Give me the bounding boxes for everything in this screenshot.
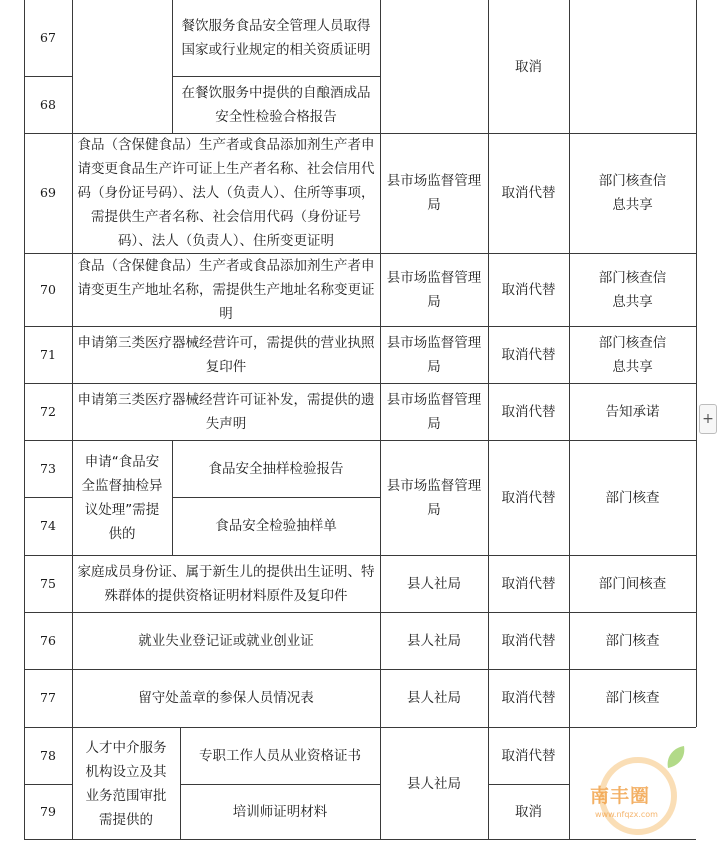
dept-cell: 县人社局: [407, 575, 461, 592]
item-cell: 留守处盖章的参保人员情况表: [138, 690, 314, 706]
alt-cell: 部门核查信息共享: [598, 334, 667, 375]
method-cell: 取消代替: [501, 489, 556, 506]
alt-cell: 部门间核查: [598, 575, 667, 592]
dept-cell: 县市场监督管理局: [386, 477, 482, 518]
dept-cell: 县人社局: [407, 690, 461, 706]
alt-cell: 告知承诺: [605, 403, 660, 420]
dept-cell: 县人社局: [407, 632, 461, 649]
item-cell: 食品安全抽样检验报告: [208, 460, 344, 477]
alt-cell: 部门核查信息共享: [598, 269, 667, 310]
method-cell: 取消代替: [501, 403, 556, 420]
alt-cell: 部门核查信息共享: [598, 173, 667, 213]
dept-cell: 县市场监督管理局: [386, 269, 482, 310]
item-cell: 专职工作人员从业资格证书: [199, 747, 361, 764]
item-cell: 培训师证明材料: [232, 804, 328, 820]
watermark-url: www.nfqzx.com: [595, 810, 658, 819]
row-number: 72: [40, 403, 56, 419]
method-cell: 取消代替: [501, 346, 556, 363]
method-cell: 取消代替: [501, 632, 556, 649]
method-cell: 取消: [515, 804, 542, 820]
method-cell: 取消代替: [501, 690, 556, 706]
method-cell: 取消: [515, 58, 542, 75]
alt-cell: 部门核查: [605, 632, 660, 649]
row-number: 68: [40, 96, 56, 112]
row-number: 75: [40, 575, 56, 591]
item-cell: 就业失业登记证或就业创业证: [138, 632, 314, 649]
row-number: 73: [40, 460, 56, 476]
row-number: 69: [40, 185, 56, 200]
dept-cell: 县市场监督管理局: [386, 334, 482, 375]
item-cell: 食品（含保健食品）生产者或食品添加剂生产者申请变更食品生产许可证上生产者名称、社会信用代码（身份证号码）、法人（负责人）、住所等事项，需提供生产者名称、社会信用代码（身份证号码）、法人（负责人）、住所变更证明: [77, 137, 375, 249]
dept-cell: 县市场监督管理局: [386, 391, 482, 432]
alt-cell: 部门核查: [605, 489, 660, 506]
dept-cell: 县市场监督管理局: [386, 173, 482, 213]
method-cell: 取消代替: [501, 185, 556, 201]
row-number: 78: [40, 747, 56, 763]
dept-cell: 县人社局: [407, 775, 461, 792]
method-cell: 取消代替: [501, 575, 556, 592]
group-parent-cell: 申请“食品安全监督抽检异议处理”需提供的: [81, 453, 163, 542]
row-number: 79: [40, 804, 56, 819]
watermark-text: 南丰圈: [590, 785, 651, 807]
expand-button[interactable]: +: [699, 404, 717, 434]
item-cell: 食品（含保健食品）生产者或食品添加剂生产者申请变更生产地址名称，需提供生产地址名称变更证明: [77, 257, 375, 322]
item-cell: 食品安全检验抽样单: [215, 518, 337, 534]
alt-cell: 部门核查: [605, 690, 660, 706]
item-cell: 餐饮服务食品安全管理人员取得国家或行业规定的相关资质证明: [181, 18, 371, 58]
item-cell: 申请第三类医疗器械经营许可证补发，需提供的遗失声明: [77, 391, 375, 432]
method-cell: 取消代替: [501, 747, 556, 764]
method-cell: 取消代替: [501, 281, 556, 298]
row-number: 76: [40, 632, 56, 648]
row-number: 77: [40, 690, 56, 705]
item-cell: 家庭成员身份证、属于新生儿的提供出生证明、特殊群体的提供资格证明材料原件及复印件: [77, 563, 375, 604]
row-number: 74: [40, 518, 56, 533]
group-parent-cell: 人才中介服务机构设立及其业务范围审批需提供的: [85, 739, 167, 828]
item-cell: 申请第三类医疗器械经营许可，需提供的营业执照复印件: [77, 334, 375, 375]
row-number: 70: [40, 281, 56, 297]
item-cell: 在餐饮服务中提供的自酿酒成品安全性检验合格报告: [181, 84, 371, 125]
row-number: 71: [40, 346, 56, 362]
row-number: 67: [40, 30, 56, 45]
